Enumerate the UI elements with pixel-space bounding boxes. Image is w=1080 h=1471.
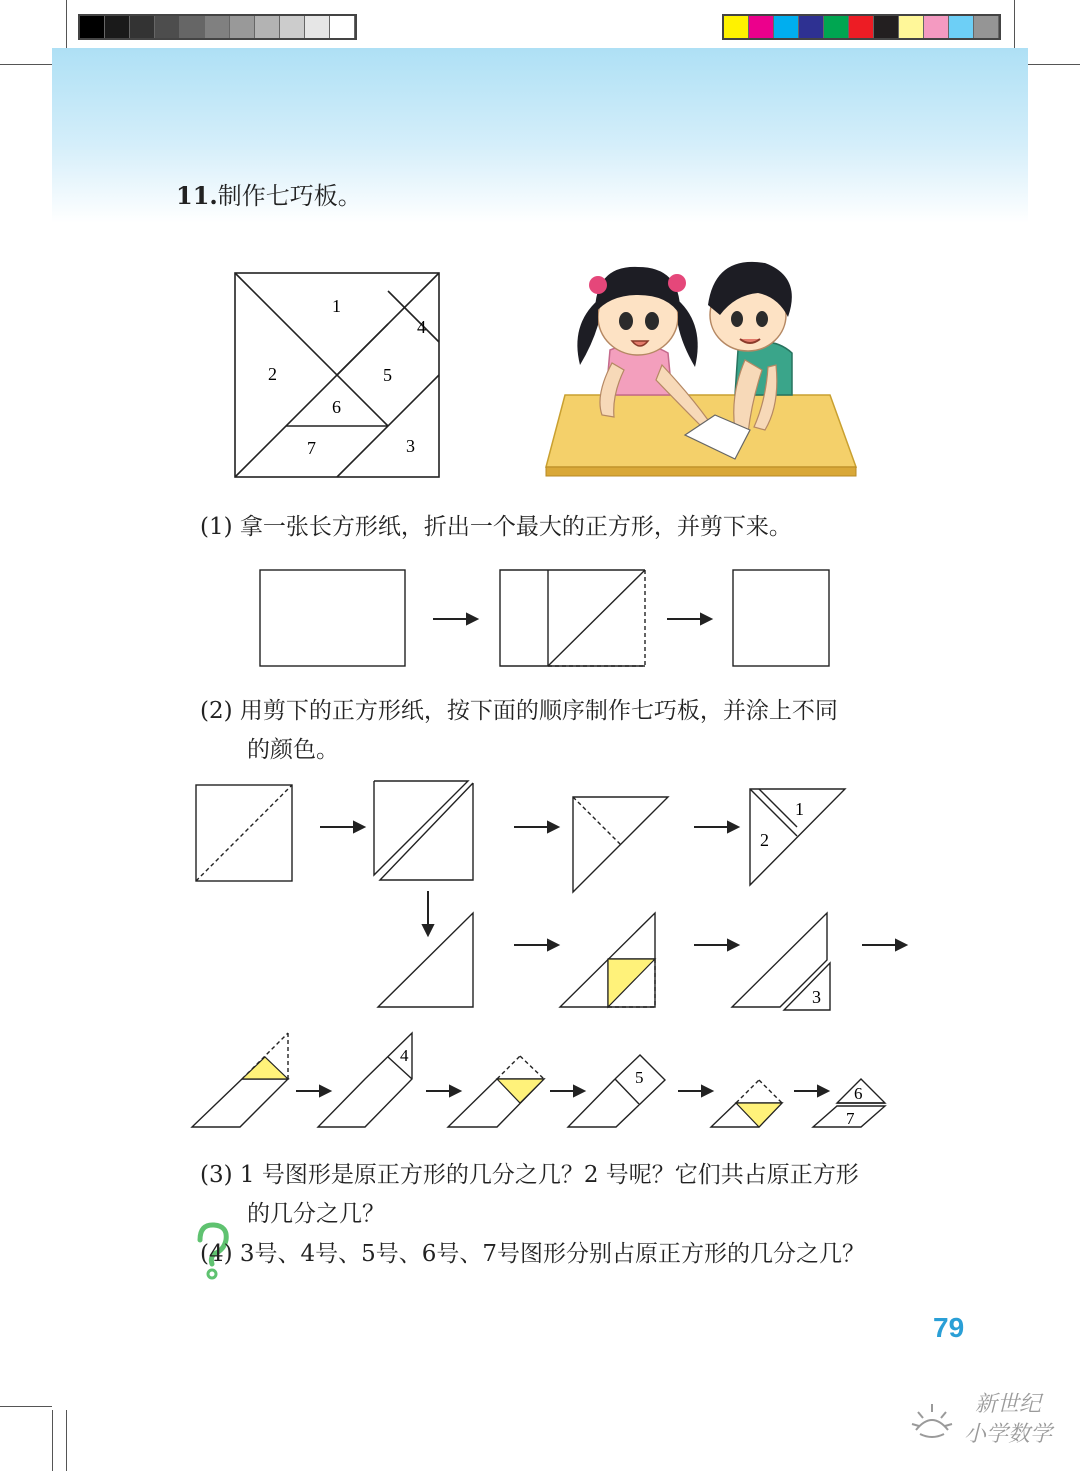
tangram-label-7: 7 [307, 438, 316, 458]
children-illustration [540, 255, 860, 480]
page-number: 79 [933, 1312, 965, 1343]
gray-swatch-7 [230, 16, 255, 38]
tangram-label-5: 5 [383, 365, 392, 385]
gray-swatch-10 [305, 16, 330, 38]
color-swatch-5 [824, 16, 849, 38]
crop-mark [1028, 64, 1080, 65]
color-swatch-8 [899, 16, 924, 38]
gray-swatch-2 [105, 16, 130, 38]
step-label-1: 1 [795, 799, 804, 819]
gray-swatch-11 [330, 16, 355, 38]
gray-swatch-5 [180, 16, 205, 38]
exercise-title [176, 176, 362, 211]
watermark-logo-icon [910, 1400, 954, 1440]
tangram-label-3: 3 [406, 436, 415, 456]
step-label-7: 7 [846, 1109, 855, 1128]
gray-swatch-9 [280, 16, 305, 38]
crop-mark [52, 1410, 53, 1471]
fold-square-diagram [255, 565, 835, 670]
step-label-5: 5 [635, 1068, 644, 1087]
color-swatch-9 [924, 16, 949, 38]
tangram-label-6: 6 [332, 397, 341, 417]
grayscale-registration-bar [78, 14, 357, 40]
step-label-3: 3 [812, 987, 821, 1007]
tangram-folding-steps [190, 775, 920, 1135]
tangram-label-1: 1 [332, 296, 341, 316]
question-2-line-2: 的颜色。 [247, 737, 339, 763]
step-label-6: 6 [854, 1084, 863, 1103]
exercise-title-text: 制作七巧板。 [217, 182, 362, 210]
question-2-line-1: (2) 用剪下的正方形纸，按下面的顺序制作七巧板，并涂上不同 [200, 698, 838, 724]
tangram-diagram [230, 268, 444, 482]
color-swatch-11 [974, 16, 999, 38]
watermark-line-1: 新世纪 [974, 1392, 1041, 1417]
color-swatch-3 [774, 16, 799, 38]
watermark-line-2: 小学数学 [963, 1422, 1052, 1447]
crop-mark [0, 64, 52, 65]
tangram-label-4: 4 [417, 317, 426, 337]
question-1: (1) 拿一张长方形纸，折出一个最大的正方形，并剪下来。 [200, 514, 792, 540]
gray-swatch-6 [205, 16, 230, 38]
question-3-line-1: (3) 1 号图形是原正方形的几分之几？2 号呢？它们共占原正方形 [200, 1162, 859, 1188]
gray-swatch-8 [255, 16, 280, 38]
color-swatch-2 [749, 16, 774, 38]
step-label-4: 4 [400, 1046, 409, 1065]
step-label-2: 2 [760, 830, 769, 850]
color-swatch-1 [724, 16, 749, 38]
watermark [910, 1390, 1052, 1450]
color-registration-bar [722, 14, 1001, 40]
gray-swatch-4 [155, 16, 180, 38]
gray-swatch-3 [130, 16, 155, 38]
question-3-line-2: 的几分之几？ [247, 1201, 385, 1227]
color-swatch-4 [799, 16, 824, 38]
color-swatch-6 [849, 16, 874, 38]
color-swatch-7 [874, 16, 899, 38]
crop-mark [0, 1406, 52, 1407]
question-4: (4) 3号、4号、5号、6号、7号图形分别占原正方形的几分之几？ [200, 1241, 866, 1267]
color-swatch-10 [949, 16, 974, 38]
crop-mark [66, 1410, 67, 1471]
gray-swatch-1 [80, 16, 105, 38]
exercise-number: 11. [176, 181, 218, 210]
tangram-label-2: 2 [268, 364, 277, 384]
